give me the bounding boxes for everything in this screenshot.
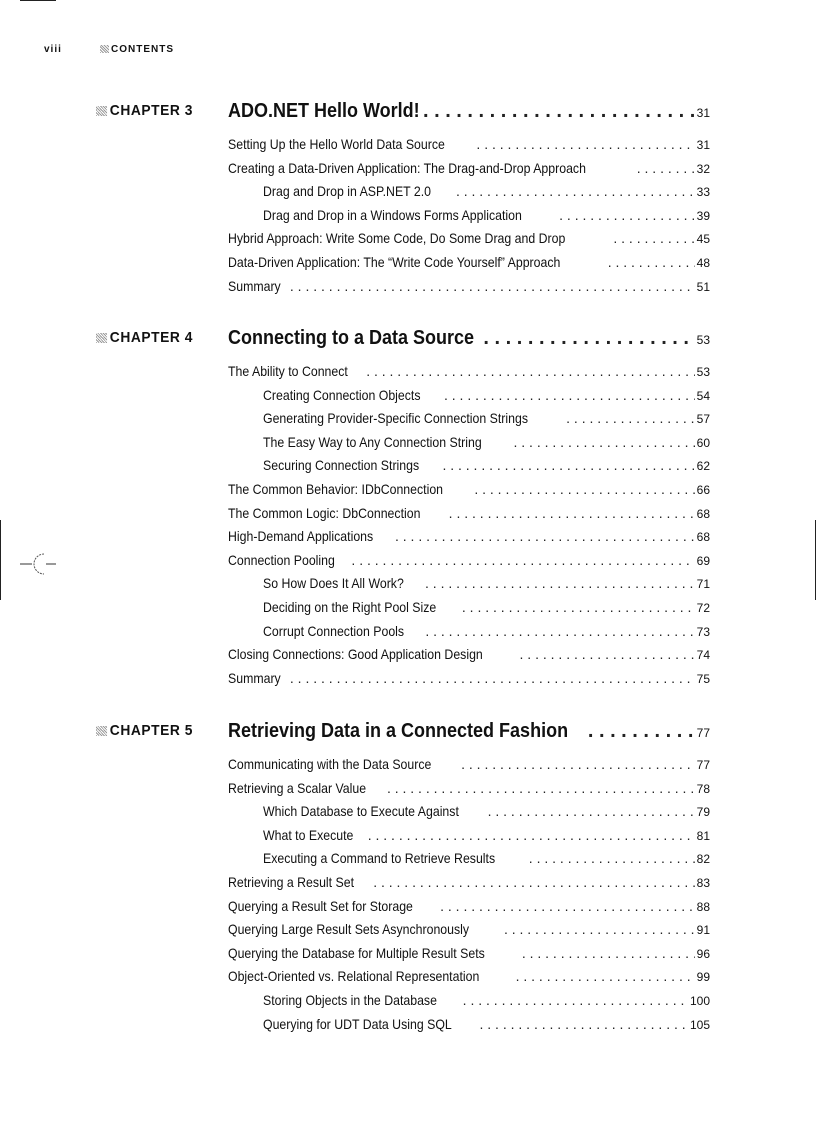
toc-section-entry[interactable] [228, 670, 710, 686]
page-ref: 105 [689, 1017, 710, 1032]
page-ref: 53 [696, 365, 710, 379]
page-ref: 57 [696, 412, 710, 427]
dot-leader [559, 207, 695, 223]
entry-title: Drag and Drop in ASP.NET 2.0 [263, 183, 432, 200]
dot-leader [566, 410, 694, 426]
toc-section-entry[interactable] [228, 646, 710, 662]
toc-subsection-entry[interactable] [263, 623, 710, 639]
toc-section-entry[interactable] [228, 945, 710, 961]
toc-subsection-entry[interactable] [263, 850, 710, 866]
page-ref: 99 [696, 970, 710, 985]
toc-section-entry[interactable] [228, 136, 710, 152]
dot-leader [368, 827, 695, 843]
toc-subsection-entry[interactable] [263, 183, 710, 199]
entry-title: Querying Large Result Sets Asynchronously [228, 921, 470, 938]
dot-leader [366, 363, 694, 379]
toc-section-entry[interactable] [228, 230, 710, 246]
entry-title: What to Execute [263, 826, 354, 843]
dot-leader [588, 720, 695, 743]
dot-leader [637, 160, 695, 176]
toc-section-entry[interactable] [228, 254, 710, 270]
entry-title: Closing Connections: Good Application Design [228, 646, 483, 663]
dot-leader [423, 100, 695, 123]
chapter-label [96, 722, 193, 739]
toc-section-entry[interactable] [228, 552, 710, 568]
dot-leader [351, 552, 694, 568]
page-ref: 60 [696, 435, 710, 450]
page-ref: 100 [689, 994, 710, 1008]
toc-section-entry[interactable] [228, 505, 710, 521]
entry-title: Which Database to Execute Against [263, 803, 459, 820]
entry-title: Executing a Command to Retrieve Results [263, 850, 496, 867]
entry-title: The Common Logic: DbConnection [228, 504, 421, 521]
dot-leader [442, 457, 694, 473]
toc-section-entry[interactable] [228, 278, 710, 294]
page-ref: 71 [696, 577, 710, 592]
toc-subsection-entry[interactable] [263, 992, 710, 1008]
toc-section-entry[interactable] [228, 898, 710, 914]
crop-mark-top [20, 0, 56, 1]
page-ref: 31 [696, 138, 710, 152]
page-ref: 74 [696, 648, 710, 663]
toc-subsection-entry[interactable] [263, 1016, 710, 1032]
dot-leader [444, 387, 695, 403]
dot-leader [474, 481, 694, 497]
hatch-icon [96, 726, 107, 736]
toc-section-entry[interactable] [228, 528, 710, 544]
page-ref: 81 [696, 828, 710, 843]
toc-section-entry[interactable] [228, 921, 710, 937]
page-ref: 72 [696, 601, 710, 615]
entry-title: So How Does It All Work? [263, 575, 404, 592]
chapter-label [96, 102, 193, 119]
page-ref: 88 [696, 899, 710, 914]
section-title: CONTENTS [111, 44, 174, 55]
entry-title: Storing Objects in the Database [263, 992, 437, 1008]
dot-leader [425, 623, 694, 639]
dot-leader [483, 327, 694, 350]
entry-title: Querying the Database for Multiple Result Sets [228, 944, 485, 961]
dot-leader [516, 968, 695, 984]
toc-subsection-entry[interactable] [263, 207, 710, 223]
chapter-label-text: CHAPTER 4 [109, 329, 193, 346]
dot-leader [290, 670, 695, 686]
page-ref: 75 [696, 671, 710, 686]
dot-leader [522, 945, 695, 961]
entry-title: Retrieving a Result Set [228, 874, 355, 890]
page-ref: 48 [696, 256, 710, 270]
toc-subsection-entry[interactable] [263, 434, 710, 450]
toc-section-entry[interactable] [228, 481, 710, 497]
page-ref: 77 [696, 758, 710, 772]
toc-subsection-entry[interactable] [263, 599, 710, 615]
dot-leader [613, 230, 694, 246]
entry-title: Deciding on the Right Pool Size [263, 599, 437, 615]
entry-title: Securing Connection Strings [263, 457, 420, 474]
toc-section-entry[interactable] [228, 780, 710, 796]
page-ref: 78 [696, 781, 710, 796]
entry-title: Retrieving a Scalar Value [228, 779, 367, 796]
dot-leader [529, 850, 695, 866]
dot-leader [425, 575, 695, 591]
entry-title: The Easy Way to Any Connection String [263, 433, 482, 450]
toc-subsection-entry[interactable] [263, 410, 710, 426]
entry-title: Summary [228, 277, 281, 294]
chapter-label [96, 329, 193, 346]
entry-title: Generating Provider-Specific Connection Strings [263, 410, 529, 427]
page-ref: 62 [696, 459, 710, 474]
hatch-icon [96, 106, 107, 116]
entry-title: Data-Driven Application: The “Write Code Yourself” Approach [228, 254, 561, 270]
dot-leader [290, 278, 695, 294]
dot-leader [449, 505, 695, 521]
dot-leader [440, 898, 695, 914]
dot-leader [463, 992, 688, 1008]
dot-leader [608, 254, 695, 270]
dot-leader [488, 803, 695, 819]
entry-title: Corrupt Connection Pools [263, 622, 405, 639]
dot-leader [520, 646, 695, 662]
dot-leader [476, 136, 694, 152]
page-ref: 33 [696, 185, 710, 200]
entry-title: Querying for UDT Data Using SQL [263, 1015, 452, 1032]
chapter-title-text: Retrieving Data in a Connected Fashion [228, 720, 569, 742]
toc-section-entry[interactable] [228, 968, 710, 984]
running-head-section [100, 44, 174, 55]
toc-section-entry[interactable] [228, 874, 710, 890]
page-ref: 32 [696, 161, 710, 176]
hatch-icon [100, 45, 109, 53]
page-ref: 45 [696, 232, 710, 247]
page-ref: 31 [696, 106, 710, 120]
toc-section-entry[interactable] [228, 160, 710, 176]
chapter-label-text: CHAPTER 5 [109, 722, 193, 739]
dot-leader [504, 921, 695, 937]
registration-mark [18, 548, 58, 578]
entry-title: Drag and Drop in a Windows Forms Application [263, 206, 522, 223]
dot-leader [514, 434, 695, 450]
page-ref: 77 [696, 726, 710, 740]
page-ref: 79 [696, 805, 710, 820]
dot-leader [480, 1016, 688, 1032]
toc-subsection-entry[interactable] [263, 457, 710, 473]
page-number: viii [44, 44, 62, 55]
page-ref: 69 [696, 553, 710, 568]
entry-title: Hybrid Approach: Write Some Code, Do Some Drag and Drop [228, 230, 566, 247]
entry-title: The Ability to Connect [228, 363, 348, 379]
chapter-title[interactable] [228, 720, 710, 743]
page-ref: 73 [696, 624, 710, 639]
chapter-label-text: CHAPTER 3 [109, 102, 193, 119]
entry-title: Creating a Data-Driven Application: The Drag-and-Drop Approach [228, 159, 586, 176]
chapter-title-text: Connecting to a Data Source [228, 327, 475, 349]
dot-leader [462, 599, 695, 615]
hatch-icon [96, 333, 107, 343]
entry-title: Setting Up the Hello World Data Source [228, 136, 445, 152]
dot-leader [461, 756, 695, 772]
page-ref: 39 [696, 208, 710, 223]
entry-title: Connection Pooling [228, 551, 335, 568]
entry-title: The Common Behavior: IDbConnection [228, 481, 444, 497]
page-ref: 51 [696, 279, 710, 294]
entry-title: Communicating with the Data Source [228, 756, 432, 772]
page-ref: 82 [696, 852, 710, 867]
page-ref: 91 [696, 923, 710, 938]
chapter-title[interactable] [228, 100, 710, 123]
toc-subsection-entry[interactable] [263, 575, 710, 591]
entry-title: Summary [228, 669, 281, 686]
entry-title: Querying a Result Set for Storage [228, 897, 413, 914]
toc-subsection-entry[interactable] [263, 387, 710, 403]
entry-title: High-Demand Applications [228, 528, 374, 545]
dot-leader [456, 183, 695, 199]
page-ref: 53 [696, 333, 710, 347]
page-ref: 66 [696, 483, 710, 497]
entry-title: Object-Oriented vs. Relational Representation [228, 968, 480, 985]
toc-section-entry[interactable] [228, 363, 710, 379]
page-ref: 68 [696, 506, 710, 521]
page-ref: 68 [696, 530, 710, 545]
page-ref: 96 [696, 946, 710, 961]
page-ref: 83 [696, 876, 710, 890]
toc-subsection-entry[interactable] [263, 803, 710, 819]
chapter-title[interactable] [228, 327, 710, 350]
entry-title: Creating Connection Objects [263, 386, 421, 403]
chapter-title-text: ADO.NET Hello World! [228, 100, 420, 122]
page-ref: 54 [696, 388, 710, 403]
dot-leader [387, 780, 695, 796]
toc-section-entry[interactable] [228, 756, 710, 772]
dot-leader [395, 528, 695, 544]
dot-leader [373, 874, 694, 890]
crop-mark-left-edge [0, 520, 1, 600]
toc-subsection-entry[interactable] [263, 827, 710, 843]
